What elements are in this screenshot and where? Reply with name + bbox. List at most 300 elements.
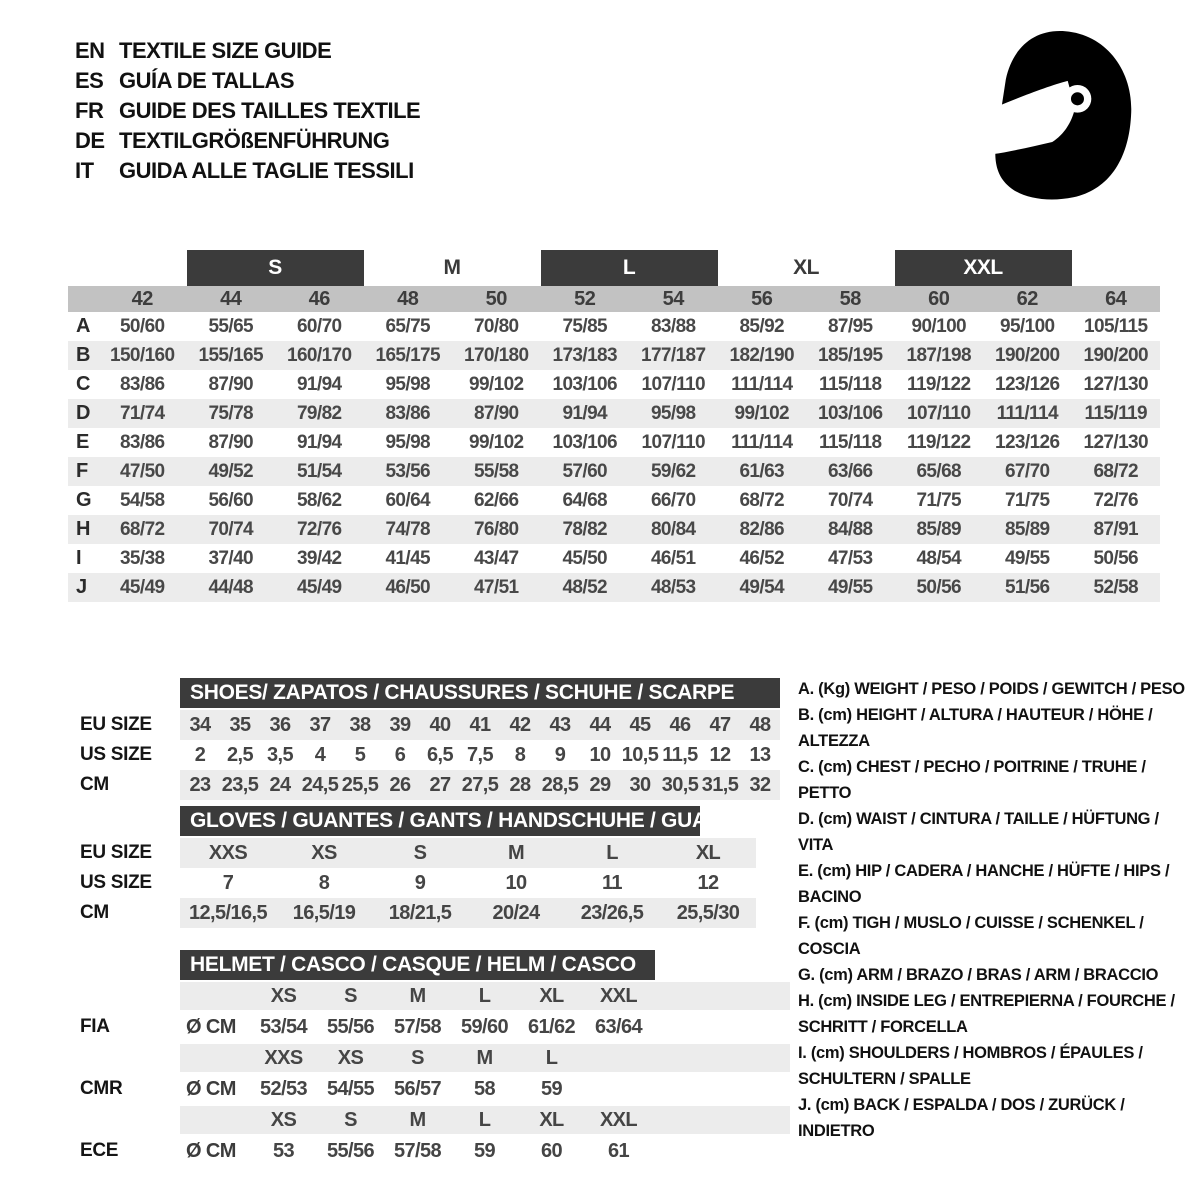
size-value: 50/60 (119, 315, 165, 337)
size-column-header: 64 (1105, 287, 1127, 310)
helmet-sizes-spacer (182, 1106, 250, 1134)
shoes-value: 34 (189, 713, 211, 736)
gloves-row-label: CM (80, 902, 109, 923)
helmet-value: 58 (473, 1077, 496, 1100)
legend-item: F. (cm) TIGH / MUSLO / CUISSE / SCHENKEL / COSCIA (798, 914, 1144, 958)
size-value: 71/75 (916, 489, 962, 511)
size-value: 119/122 (907, 431, 971, 453)
size-band-l: L (541, 250, 718, 286)
row-letter: A (76, 315, 91, 337)
size-column-header: 46 (308, 287, 330, 310)
shoes-value: 43 (549, 713, 571, 736)
size-band-xxl: XXL (895, 250, 1072, 286)
size-value: 123/126 (995, 431, 1060, 453)
gloves-row-label: EU SIZE (80, 842, 152, 863)
size-value: 95/98 (650, 402, 696, 424)
gloves-value: 25,5/30 (676, 901, 740, 924)
shoes-row-label: EU SIZE (80, 714, 152, 735)
size-value: 87/91 (1093, 518, 1139, 540)
size-value: 48/53 (650, 576, 696, 598)
size-value: 54/58 (119, 489, 165, 511)
row-letter: D (76, 402, 91, 424)
size-value: 61/63 (739, 460, 785, 482)
helmet-size-header: XXL (599, 1108, 638, 1131)
language-code: EN (75, 38, 105, 63)
shoes-value: 29 (589, 773, 611, 796)
language-title: GUIDE DES TAILLES TEXTILE (119, 98, 421, 123)
size-value: 72/76 (1093, 489, 1139, 511)
shoes-value: 46 (669, 713, 691, 736)
gloves-value: 9 (414, 871, 426, 894)
helmet-value: 55/56 (326, 1015, 375, 1038)
shoes-value: 5 (354, 743, 366, 766)
language-row (75, 156, 420, 186)
legend-item: I. (cm) SHOULDERS / HOMBROS / ÉPAULES / SCHULTERN / SPALLE (798, 1044, 1143, 1088)
size-value: 60/70 (296, 315, 342, 337)
size-value: 45/49 (119, 576, 165, 598)
helmet-value: 56/57 (393, 1077, 442, 1100)
helmet-size-header: XXL (599, 984, 638, 1007)
helmet-value: 57/58 (393, 1015, 442, 1038)
helmet-size-header: S (344, 984, 357, 1007)
size-value: 49/54 (739, 576, 785, 598)
size-value: 115/118 (819, 431, 882, 453)
helmet-unit-label: Ø CM (186, 1139, 236, 1162)
helmet-value: 61 (607, 1139, 630, 1162)
shoes-section-title: SHOES/ ZAPATOS / CHAUSSURES / SCHUHE / SCARPE (180, 678, 780, 708)
shoes-value: 30 (629, 773, 651, 796)
size-value: 83/86 (119, 431, 165, 453)
size-row-i (68, 544, 1160, 573)
shoes-value: 9 (554, 743, 566, 766)
shoes-value: 36 (269, 713, 291, 736)
size-value: 70/80 (473, 315, 519, 337)
size-value: 95/100 (999, 315, 1055, 337)
size-value: 99/102 (468, 373, 524, 395)
size-value: 63/66 (827, 460, 873, 482)
legend-item: J. (cm) BACK / ESPALDA / DOS / ZURÜCK / INDIETRO (798, 1096, 1125, 1140)
size-value: 39/42 (296, 547, 342, 569)
gloves-value: 12,5/16,5 (188, 901, 267, 924)
size-value: 72/76 (296, 518, 342, 540)
size-value: 82/86 (739, 518, 785, 540)
size-value: 56/60 (208, 489, 254, 511)
shoes-value: 12 (709, 743, 731, 766)
size-value: 47/51 (473, 576, 519, 598)
size-value: 79/82 (296, 402, 342, 424)
legend-item: B. (cm) HEIGHT / ALTURA / HAUTEUR / HÖHE / ALTEZZA (798, 706, 1153, 750)
size-value: 46/52 (739, 547, 785, 569)
size-value: 84/88 (827, 518, 873, 540)
helmet-value: 57/58 (393, 1139, 442, 1162)
helmet-sizes-spacer (182, 1044, 250, 1072)
helmet-value: 55/56 (326, 1139, 375, 1162)
shoes-value: 30,5 (661, 773, 699, 796)
shoes-value: 28,5 (541, 773, 579, 796)
shoes-value: 27 (429, 773, 451, 796)
size-row-j (68, 573, 1160, 602)
size-value: 83/86 (119, 373, 165, 395)
size-value: 53/56 (385, 460, 431, 482)
size-value: 62/66 (473, 489, 519, 511)
shoes-value: 45 (629, 713, 651, 736)
size-column-header: 48 (397, 287, 419, 310)
size-value: 111/114 (731, 373, 793, 395)
size-value: 57/60 (562, 460, 608, 482)
size-value: 55/58 (473, 460, 519, 482)
shoes-value: 47 (709, 713, 731, 736)
shoes-value: 23,5 (221, 773, 259, 796)
helmet-size-header: L (545, 1046, 558, 1069)
size-value: 74/78 (385, 518, 431, 540)
helmet-size-header: XS (270, 984, 297, 1007)
size-value: 44/48 (208, 576, 254, 598)
size-value: 58/62 (296, 489, 342, 511)
size-value: 173/183 (552, 344, 617, 366)
gloves-value: 10 (505, 871, 527, 894)
shoes-value: 41 (469, 713, 491, 736)
size-value: 99/102 (468, 431, 524, 453)
size-value: 87/90 (473, 402, 519, 424)
size-value: 51/54 (296, 460, 342, 482)
helmet-row-label: FIA (80, 1016, 110, 1037)
size-value: 52/58 (1093, 576, 1139, 598)
helmet-row-values (182, 1074, 652, 1104)
language-row (75, 36, 420, 66)
size-value: 71/75 (1004, 489, 1050, 511)
size-value: 51/56 (1004, 576, 1050, 598)
gloves-value: M (507, 841, 525, 864)
helmet-size-header: L (478, 984, 491, 1007)
helmet-size-header: L (478, 1108, 491, 1131)
size-value: 107/110 (907, 402, 971, 424)
size-value: 111/114 (731, 431, 793, 453)
size-value: 49/52 (208, 460, 254, 482)
size-rows (68, 312, 1160, 602)
size-value: 50/56 (1093, 547, 1139, 569)
helmet-size-header: M (409, 984, 426, 1007)
shoes-value: 24,5 (301, 773, 339, 796)
size-value: 177/187 (641, 344, 706, 366)
row-letter: J (76, 576, 88, 598)
row-letter: H (76, 518, 91, 540)
size-value: 91/94 (296, 373, 342, 395)
language-row (75, 126, 420, 156)
size-value: 155/165 (198, 344, 263, 366)
language-code: ES (75, 68, 104, 93)
size-value: 87/90 (208, 373, 254, 395)
size-value: 80/84 (650, 518, 696, 540)
size-value: 83/86 (385, 402, 431, 424)
gloves-row-values (180, 898, 756, 928)
size-value: 48/54 (916, 547, 962, 569)
size-row-g (68, 486, 1160, 515)
helmet-sizes-values (182, 1044, 652, 1072)
language-row (75, 66, 420, 96)
gloves-value: 11 (602, 871, 622, 894)
size-value: 68/72 (739, 489, 785, 511)
size-value: 75/85 (562, 315, 608, 337)
size-value: 111/114 (996, 402, 1058, 424)
size-value: 91/94 (296, 431, 342, 453)
shoes-value: 40 (429, 713, 451, 736)
size-value: 87/90 (208, 431, 254, 453)
gloves-row-label: US SIZE (80, 872, 152, 893)
size-band-row (68, 250, 1160, 286)
helmet-size-header: XS (270, 1108, 297, 1131)
language-title: GUIDA ALLE TAGLIE TESSILI (119, 158, 414, 183)
helmet-unit-label: Ø CM (186, 1077, 236, 1100)
shoes-value: 6 (394, 743, 406, 766)
helmet-row-values (182, 1012, 652, 1042)
language-code: FR (75, 98, 104, 123)
size-value: 70/74 (208, 518, 254, 540)
size-value: 182/190 (729, 344, 794, 366)
size-value: 50/56 (916, 576, 962, 598)
language-title: GUÍA DE TALLAS (119, 68, 295, 93)
size-value: 70/74 (827, 489, 873, 511)
language-list (75, 36, 420, 186)
shoes-value: 25,5 (341, 773, 379, 796)
size-column-header: 44 (220, 287, 242, 310)
shoes-value: 26 (389, 773, 411, 796)
size-value: 67/70 (1004, 460, 1050, 482)
row-letter: I (76, 547, 82, 569)
helmet-size-header: M (476, 1046, 493, 1069)
helmet-section-title: HELMET / CASCO / CASQUE / HELM / CASCO (180, 950, 655, 980)
size-value: 41/45 (385, 547, 431, 569)
size-value: 60/64 (385, 489, 431, 511)
gloves-row-values (180, 838, 756, 868)
helmet-size-header: M (409, 1108, 426, 1131)
helmet-value: 59/60 (460, 1015, 509, 1038)
size-value: 76/80 (473, 518, 519, 540)
size-value: 127/130 (1083, 431, 1148, 453)
size-value: 47/50 (119, 460, 165, 482)
size-value: 78/82 (562, 518, 608, 540)
shoes-value: 11,5 (662, 743, 698, 766)
shoes-row-values (180, 710, 780, 740)
size-value: 185/195 (818, 344, 883, 366)
size-column-header: 62 (1016, 287, 1038, 310)
measurement-legend (798, 676, 1190, 1144)
shoes-value: 42 (509, 713, 531, 736)
helmet-row-values (182, 1136, 652, 1166)
shoes-value: 7,5 (466, 743, 493, 766)
size-column-header: 60 (928, 287, 950, 310)
shoes-value: 2 (194, 743, 206, 766)
size-value: 55/65 (208, 315, 254, 337)
size-value: 115/118 (819, 373, 882, 395)
size-value: 59/62 (650, 460, 696, 482)
size-row-d (68, 399, 1160, 428)
size-column-header: 58 (839, 287, 861, 310)
legend-item: E. (cm) HIP / CADERA / HANCHE / HÜFTE / HIPS / BACINO (798, 862, 1170, 906)
shoes-value: 32 (749, 773, 771, 796)
shoes-value: 6,5 (426, 743, 453, 766)
gloves-value: 16,5/19 (292, 901, 356, 924)
legend-item: D. (cm) WAIST / CINTURA / TAILLE / HÜFTUNG / VITA (798, 810, 1159, 854)
gloves-value: 20/24 (492, 901, 540, 924)
size-row-c (68, 370, 1160, 399)
size-value: 187/198 (906, 344, 971, 366)
size-value: 115/119 (1084, 402, 1147, 424)
size-column-header: 42 (131, 287, 153, 310)
size-value: 37/40 (208, 547, 254, 569)
size-value: 49/55 (827, 576, 873, 598)
size-value: 35/38 (119, 547, 165, 569)
size-value: 107/110 (641, 373, 705, 395)
size-value: 65/68 (916, 460, 962, 482)
helmet-value: 61/62 (527, 1015, 576, 1038)
gloves-value: 8 (318, 871, 330, 894)
shoes-value: 13 (749, 743, 771, 766)
row-letter: F (76, 460, 89, 482)
size-value: 103/106 (818, 402, 883, 424)
gloves-value: XXS (208, 841, 248, 864)
helmet-value: 54/55 (326, 1077, 375, 1100)
row-letter: G (76, 489, 92, 511)
shoes-row-values (180, 770, 780, 800)
gloves-value: XS (311, 841, 337, 864)
size-value: 150/160 (110, 344, 175, 366)
helmet-sizes-spacer (182, 982, 250, 1010)
size-value: 85/89 (1004, 518, 1050, 540)
shoes-value: 8 (514, 743, 526, 766)
size-value: 123/126 (995, 373, 1060, 395)
size-value: 64/68 (562, 489, 608, 511)
gloves-row-values (180, 868, 756, 898)
size-value: 103/106 (552, 373, 617, 395)
size-value: 95/98 (385, 431, 431, 453)
size-row-a (68, 312, 1160, 341)
shoes-value: 37 (309, 713, 331, 736)
legend-item: G. (cm) ARM / BRAZO / BRAS / ARM / BRACCIO (798, 966, 1159, 984)
legend-item: C. (cm) CHEST / PECHO / POITRINE / TRUHE / PETTO (798, 758, 1146, 802)
size-value: 43/47 (473, 547, 519, 569)
size-value: 99/102 (734, 402, 789, 424)
helmet-size-header: XXS (264, 1046, 303, 1069)
size-value: 49/55 (1004, 547, 1050, 569)
size-row-e (68, 428, 1160, 457)
size-value: 68/72 (1093, 460, 1139, 482)
size-value: 66/70 (650, 489, 696, 511)
row-letter: B (76, 344, 91, 366)
size-value: 45/50 (562, 547, 608, 569)
helmet-row-label: ECE (80, 1140, 119, 1161)
helmet-row-label: CMR (80, 1078, 123, 1099)
size-value: 75/78 (208, 402, 254, 424)
helmet-value: 53/54 (259, 1015, 308, 1038)
helmet-value: 52/53 (259, 1077, 308, 1100)
helmet-size-header: XL (539, 1108, 564, 1131)
helmet-value: 53 (272, 1139, 295, 1162)
size-value: 48/52 (562, 576, 608, 598)
shoes-value: 2,5 (226, 743, 253, 766)
shoes-value: 24 (269, 773, 291, 796)
shoes-value: 39 (389, 713, 411, 736)
shoes-value: 27,5 (461, 773, 499, 796)
gloves-value: 12 (697, 871, 719, 894)
size-column-header: 56 (751, 287, 773, 310)
shoes-value: 4 (314, 743, 326, 766)
legend-item: A. (Kg) WEIGHT / PESO / POIDS / GEWITCH / PESO (798, 680, 1185, 698)
language-code: IT (75, 158, 94, 183)
size-band-xl: XL (793, 256, 819, 279)
size-value: 190/200 (995, 344, 1060, 366)
size-value: 107/110 (641, 431, 705, 453)
gloves-section-title: GLOVES / GUANTES / GANTS / HANDSCHUHE / GUANTI (180, 806, 700, 836)
helmet-size-header: S (411, 1046, 424, 1069)
size-band-m: M (443, 256, 461, 279)
size-value: 68/72 (119, 518, 165, 540)
size-value: 119/122 (907, 373, 971, 395)
helmet-sizes-values (182, 982, 652, 1010)
shoes-value: 10,5 (621, 743, 659, 766)
shoes-row-values (180, 740, 780, 770)
shoes-value: 23 (189, 773, 211, 796)
size-row-h (68, 515, 1160, 544)
size-number-row (68, 286, 1160, 312)
helmet-unit-label: Ø CM (186, 1015, 236, 1038)
gloves-value: 23/26,5 (580, 901, 644, 924)
shoes-value: 48 (749, 713, 771, 736)
helmet-value: 63/64 (594, 1015, 643, 1038)
size-value: 65/75 (385, 315, 431, 337)
size-value: 190/200 (1083, 344, 1148, 366)
size-value: 46/51 (650, 547, 696, 569)
size-value: 90/100 (911, 315, 966, 337)
textile-size-chart (68, 250, 1160, 602)
size-value: 95/98 (385, 373, 431, 395)
size-value: 170/180 (464, 344, 529, 366)
size-column-header: 54 (662, 287, 684, 310)
racing-helmet-icon (973, 28, 1138, 203)
gloves-value: 18/21,5 (388, 901, 452, 924)
shoes-value: 31,5 (701, 773, 739, 796)
size-column-header: 50 (485, 287, 507, 310)
helmet-size-header: S (344, 1108, 357, 1131)
size-value: 165/175 (375, 344, 440, 366)
row-letter: C (76, 373, 91, 395)
gloves-value: S (413, 841, 427, 864)
size-row-b (68, 341, 1160, 370)
language-title: TEXTILE SIZE GUIDE (119, 38, 332, 63)
size-value: 45/49 (296, 576, 342, 598)
size-column-header: 52 (574, 287, 596, 310)
helmet-sizes-values (182, 1106, 652, 1134)
size-value: 103/106 (552, 431, 617, 453)
size-value: 87/95 (827, 315, 873, 337)
size-value: 91/94 (562, 402, 608, 424)
helmet-size-header: XL (539, 984, 564, 1007)
shoes-value: 10 (589, 743, 611, 766)
shoes-value: 38 (349, 713, 371, 736)
shoes-row-label: US SIZE (80, 744, 152, 765)
size-number-spacer (68, 286, 98, 312)
shoes-value: 3,5 (266, 743, 293, 766)
gloves-value: 7 (222, 871, 234, 894)
size-band-s: S (187, 250, 364, 286)
shoes-value: 44 (589, 713, 611, 736)
helmet-value: 59 (473, 1139, 496, 1162)
size-value: 46/50 (385, 576, 431, 598)
size-value: 85/89 (916, 518, 962, 540)
size-value: 105/115 (1084, 315, 1148, 337)
size-value: 85/92 (739, 315, 785, 337)
row-letter: E (76, 431, 90, 453)
gloves-value: L (606, 841, 618, 864)
